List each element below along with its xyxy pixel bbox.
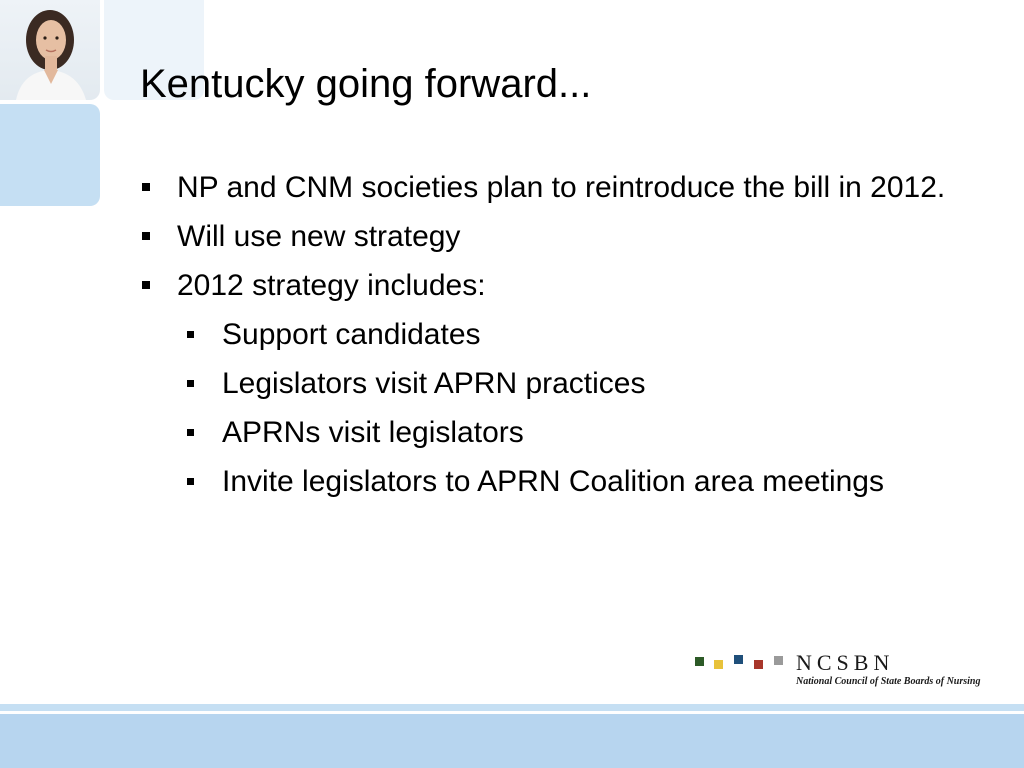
slide-title: Kentucky going forward... [140, 62, 592, 106]
square-bullet-icon [187, 429, 194, 436]
logo-name: NCSBN [796, 650, 895, 675]
bullet-text: Invite legislators to APRN Coalition area meetings [222, 465, 884, 498]
sub-bullet-item [185, 413, 980, 453]
bullet-text: Legislators visit APRN practices [222, 367, 646, 400]
bullet-item [140, 266, 980, 306]
bullet-item [140, 168, 980, 208]
logo-square-yellow [714, 660, 723, 669]
logo-square-gray [774, 656, 783, 665]
bullet-text: Support candidates [222, 318, 481, 351]
square-bullet-icon [187, 478, 194, 485]
logo-square-green [695, 657, 704, 666]
ncsbn-logo [692, 652, 982, 692]
decorative-tile-blue [0, 104, 100, 206]
logo-square-blue [734, 655, 743, 664]
sub-bullet-item [185, 364, 980, 404]
logo-tagline: National Council of State Boards of Nursing [796, 676, 981, 687]
square-bullet-icon [187, 380, 194, 387]
slide-content [140, 168, 980, 511]
footer-band [0, 714, 1024, 768]
bullet-text: Will use new strategy [177, 220, 461, 253]
sub-bullet-item [185, 462, 980, 502]
square-bullet-icon [142, 183, 150, 191]
woman-portrait-image [0, 0, 100, 100]
square-bullet-icon [187, 331, 194, 338]
presenter-photo [0, 0, 100, 100]
bullet-text: 2012 strategy includes: [177, 269, 486, 302]
bullet-text: NP and CNM societies plan to reintroduce the bill in 2012. [177, 171, 946, 204]
square-bullet-icon [142, 232, 150, 240]
sub-bullet-item [185, 315, 980, 355]
logo-square-red [754, 660, 763, 669]
bullet-text: APRNs visit legislators [222, 416, 524, 449]
footer-accent-line [0, 704, 1024, 711]
square-bullet-icon [142, 281, 150, 289]
bullet-list [140, 168, 980, 502]
bullet-item [140, 217, 980, 257]
